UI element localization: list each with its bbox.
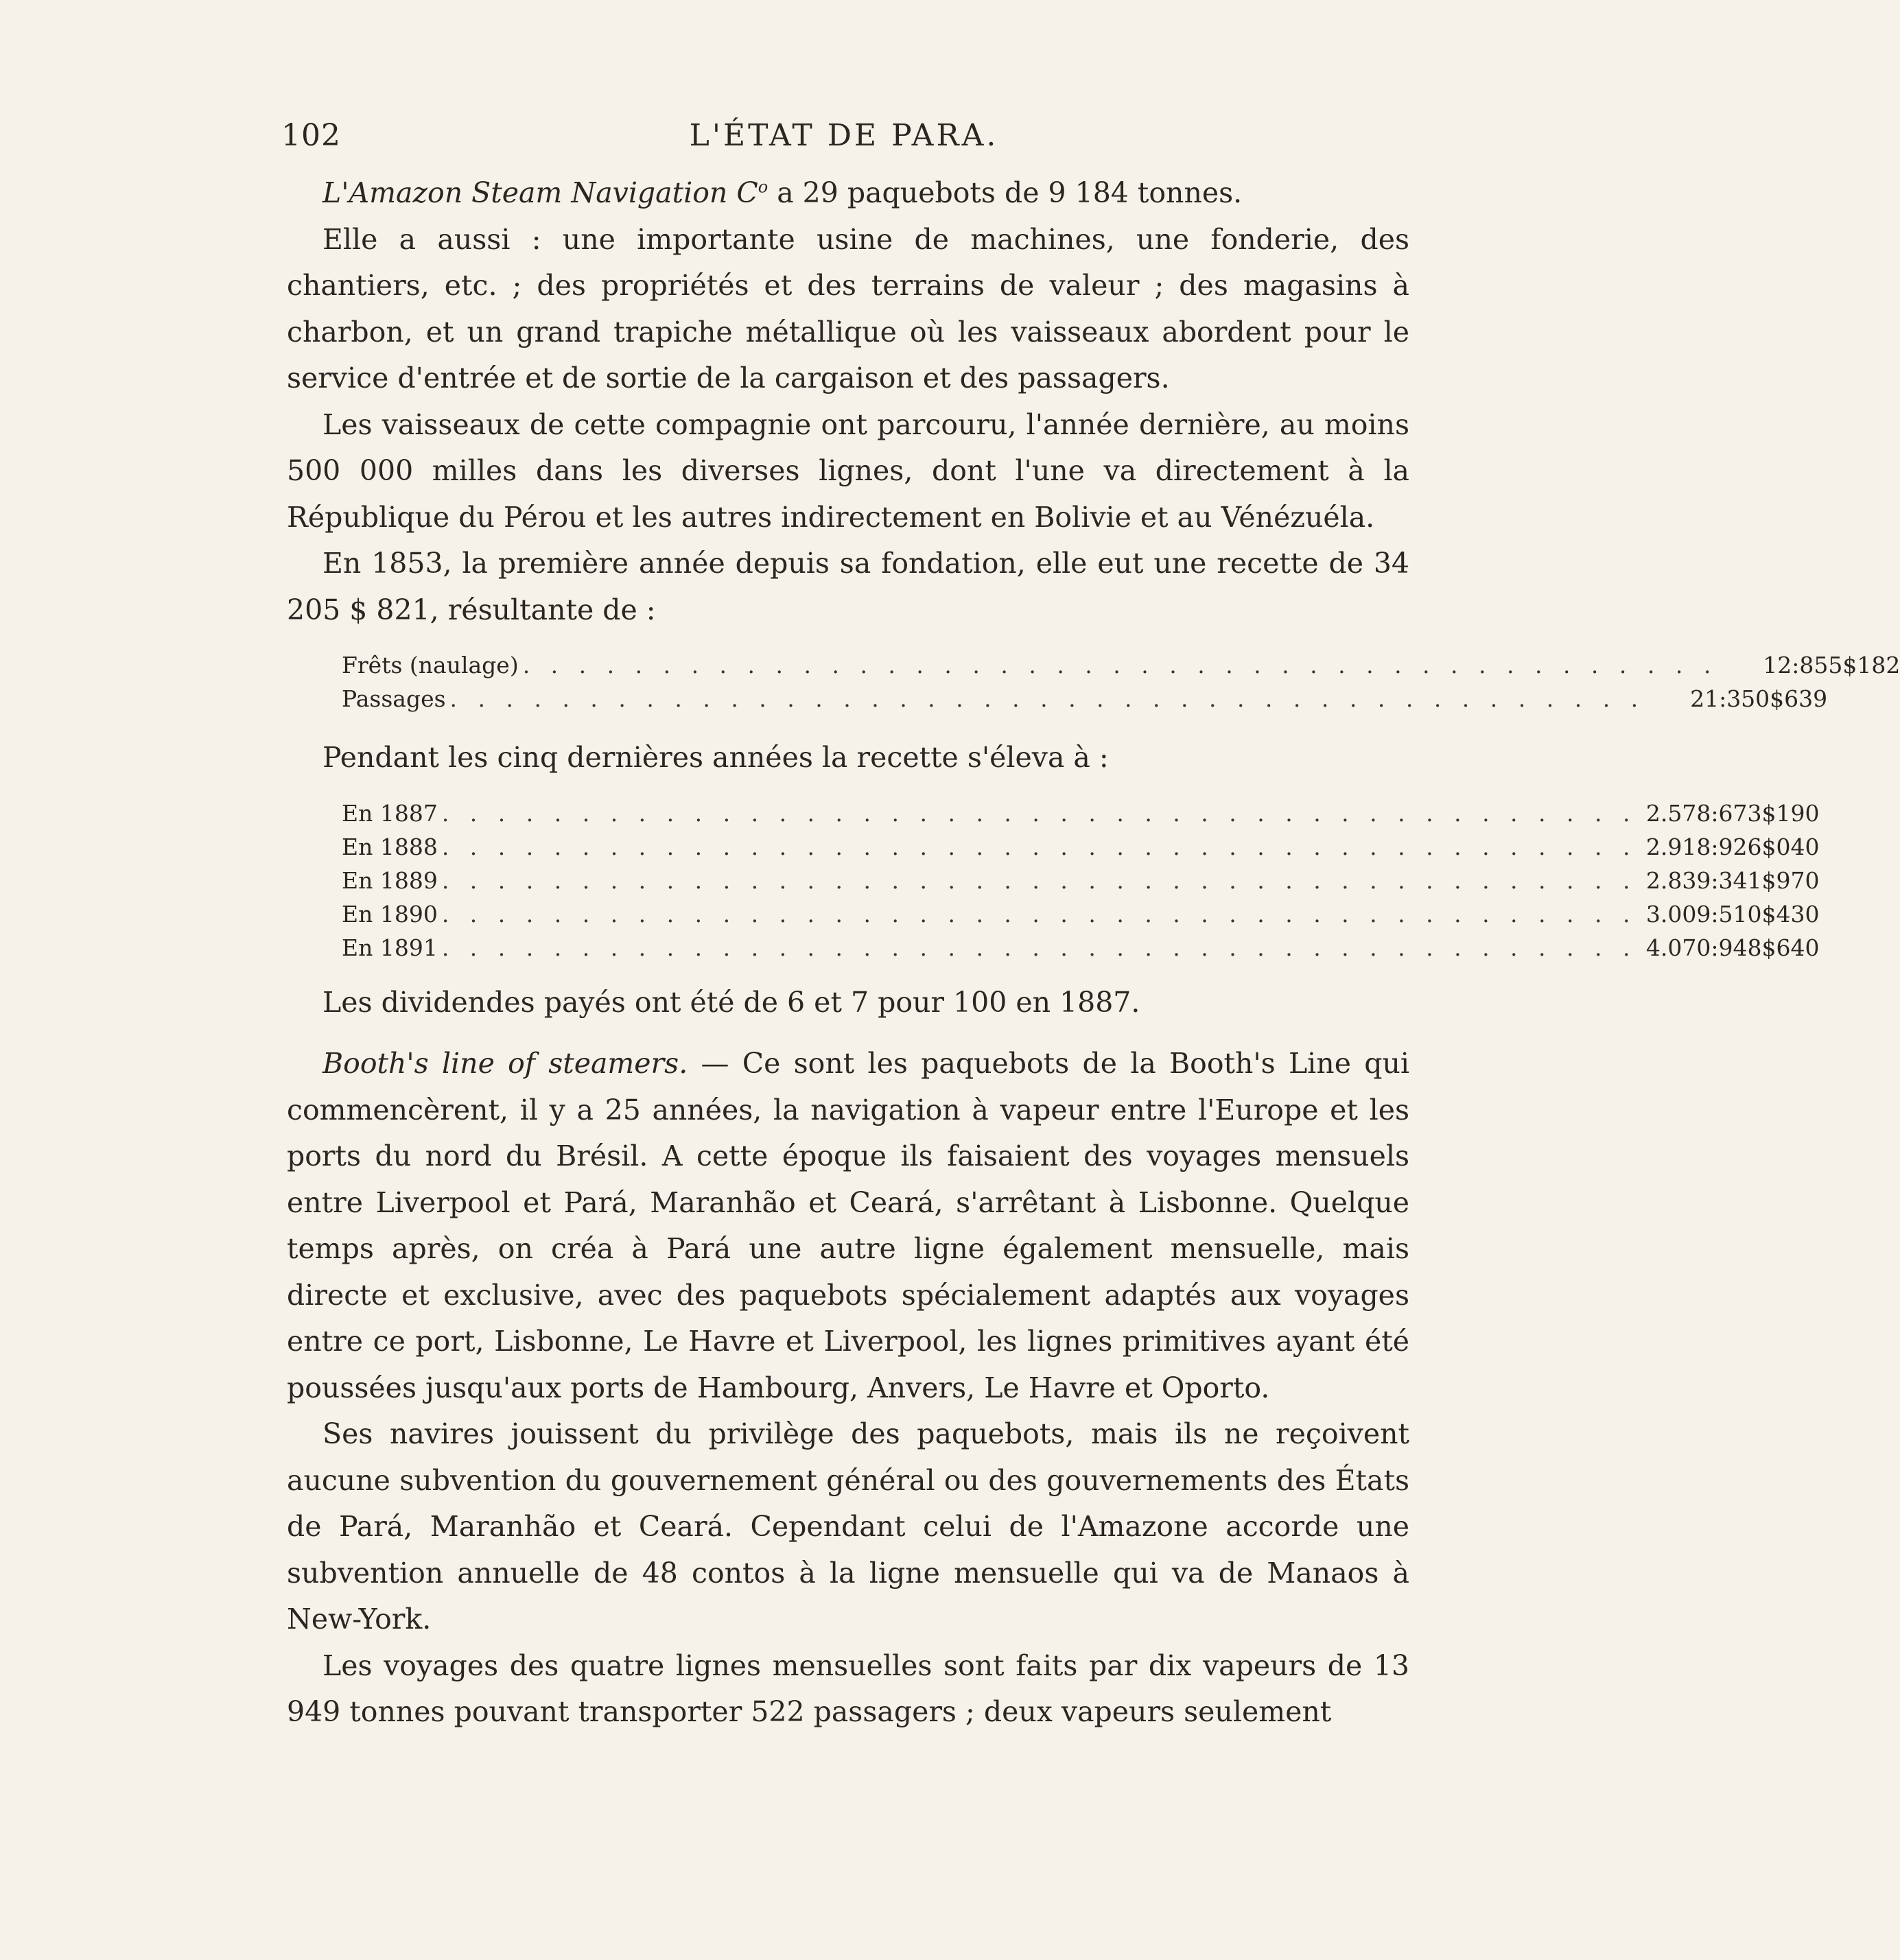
row-label: Frêts (naulage): [342, 652, 519, 678]
page-number: 102: [281, 118, 341, 153]
table-row: [287, 648, 1900, 682]
page-header: [281, 118, 1407, 159]
row-label: En 1888: [342, 833, 438, 860]
dot-leader: . . . . . . . . . . . . . . . . . . . . . . . . . . . . . . . . . . . . . . . . . . .: [449, 685, 1645, 712]
row-value: 2.578:673$190: [1645, 799, 1820, 827]
dot-leader: . . . . . . . . . . . . . . . . . . . . . . . . . . . . . . . . . . . . . . . . . . .: [441, 900, 1637, 928]
paragraph-vaisseaux: Les vaisseaux de cette compagnie ont parcouru, l'année dernière, au moins 500 000 milles dans les diverses lignes, dont l'une va directement à la République du Pérou et les autres indirectement en Bolivie et au Vénézuéla.: [287, 408, 1409, 534]
receipts-1853-table: [287, 648, 1900, 716]
company-superscript: o: [758, 177, 769, 197]
paragraph-dividendes: Les dividendes payés ont été de 6 et 7 pour 100 en 1887.: [322, 985, 1140, 1019]
table-row: [287, 830, 1820, 864]
paragraph-usine: Elle a aussi : une importante usine de machines, une fonderie, des chantiers, etc. ; des propriétés et des terrains de valeur ; des magasins à charbon, et un grand trapiche métallique où les vaisseaux abordent pour le service d'entrée et de sortie de la cargaison et des passagers.: [287, 222, 1409, 394]
paragraph-voyages: Les voyages des quatre lignes mensuelles sont faits par dix vapeurs de 13 949 tonnes pouvant transporter 522 passagers ; deux vapeurs seulement: [287, 1649, 1409, 1728]
paragraph-recette-1853: En 1853, la première année depuis sa fondation, elle eut une recette de 34 205 $ 821, résultante de :: [287, 547, 1409, 626]
row-label: Passages: [342, 685, 446, 712]
row-label: En 1891: [342, 934, 438, 961]
row-label: En 1890: [342, 900, 438, 928]
body-text: [287, 170, 1900, 1736]
row-value: 12:855$182: [1763, 652, 1900, 678]
table-row: [287, 796, 1820, 830]
booth-line-title: Booth's line of steamers.: [322, 1047, 688, 1080]
dot-leader: . . . . . . . . . . . . . . . . . . . . . . . . . . . . . . . . . . . . . . . . . . .: [441, 799, 1637, 827]
row-value: 4.070:948$640: [1645, 934, 1820, 961]
paragraph-privilege: Ses navires jouissent du privilège des paquebots, mais ils ne reçoivent aucune subvention du gouvernement général ou des gouvernements des États de Pará, Maranhão et Ceará. Cependant celui de l'Amazone accorde une subvention annuelle de 48 contos à la ligne mensuelle qui va de Manaos à New-York.: [287, 1417, 1409, 1636]
dot-leader: . . . . . . . . . . . . . . . . . . . . . . . . . . . . . . . . . . . . . . . . . . .: [441, 833, 1637, 860]
row-value: 2.918:926$040: [1645, 833, 1820, 860]
row-value: 2.839:341$970: [1645, 866, 1820, 894]
paragraph-text: — Ce sont les paquebots de la Booth's Line qui commencèrent, il y a 25 années, la navigation à vapeur entre l'Europe et les ports du nord du Brésil. A cette époque ils faisaient des voyages mensuels entre Liverpool et Pará, Maranhão et Ceará, s'arrêtant à Lisbonne. Quelque temps après, on créa à Pará une autre ligne également mensuelle, mais directe et exclusive, avec des paquebots spécialement adaptés aux voyages entre ce port, Lisbonne, Le Havre et Liverpool, les lignes primitives ayant été poussées jusqu'aux ports de Hambourg, Anvers, Le Havre et Oporto.: [287, 1047, 1409, 1404]
paragraph-text: a 29 paquebots de 9 184 tonnes.: [768, 176, 1243, 209]
table-row: [287, 897, 1820, 931]
running-title: L'ÉTAT DE PARA.: [689, 118, 999, 153]
receipts-five-years-table: [287, 796, 1820, 965]
row-label: En 1887: [342, 799, 438, 827]
row-value: 21:350$639: [1690, 685, 1828, 712]
dot-leader: . . . . . . . . . . . . . . . . . . . . . . . . . . . . . . . . . . . . . . . . . . .: [522, 652, 1718, 678]
dot-leader: . . . . . . . . . . . . . . . . . . . . . . . . . . . . . . . . . . . . . . . . . . .: [441, 934, 1637, 961]
table-row: [287, 682, 1828, 716]
dot-leader: . . . . . . . . . . . . . . . . . . . . . . . . . . . . . . . . . . . . . . . . . . .: [441, 866, 1637, 894]
row-label: En 1889: [342, 866, 438, 894]
company-name-italic: L'Amazon Steam Navigation C: [322, 176, 758, 209]
paragraph-amazon-steam: [287, 170, 1409, 217]
paragraph-booth-line: [287, 1041, 1409, 1411]
table-row: [287, 864, 1820, 897]
paragraph-cinq-annees: Pendant les cinq dernières années la recette s'éleva à :: [322, 741, 1109, 774]
table-row: [287, 931, 1820, 965]
row-value: 3.009:510$430: [1645, 900, 1820, 928]
